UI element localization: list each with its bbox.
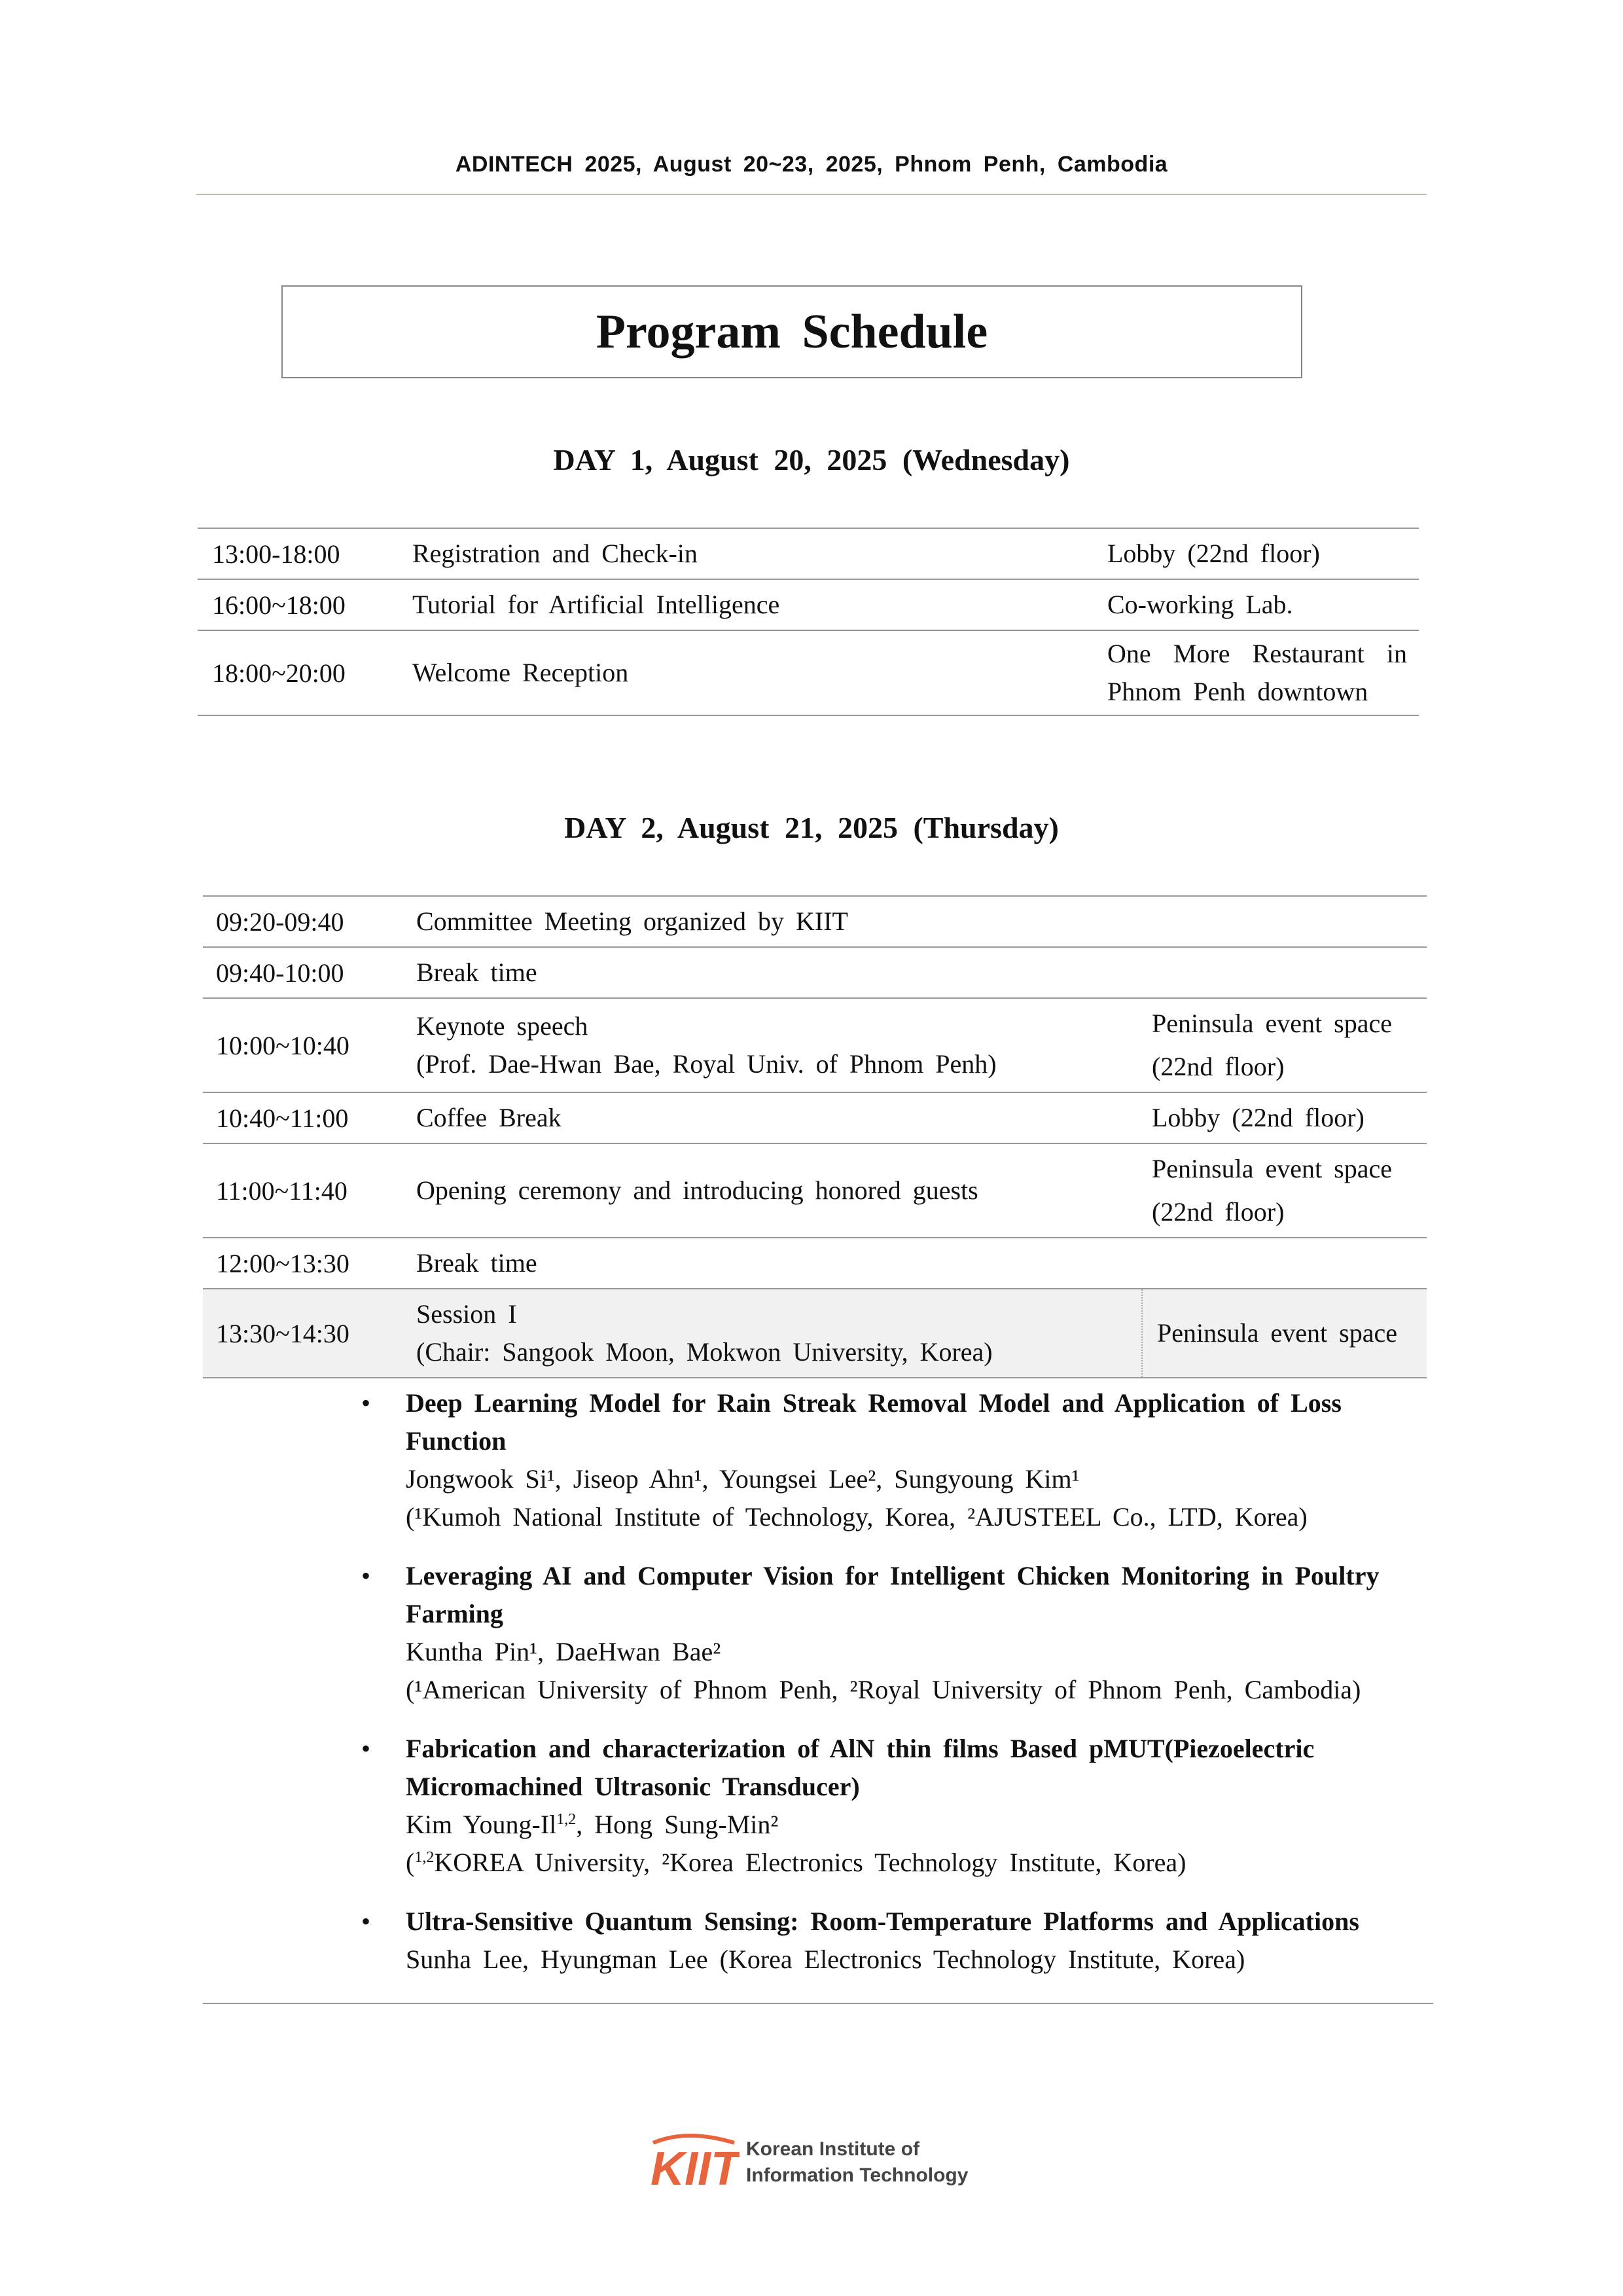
author-sup: 1,2 — [556, 1811, 577, 1828]
table-row — [198, 631, 1419, 716]
affiliation-text: KOREA University, ²Korea Electronics Technology Institute, Korea) — [434, 1848, 1186, 1877]
event-line: Session I — [416, 1299, 517, 1329]
paper-body — [406, 1557, 1623, 1709]
table-row — [203, 948, 1427, 999]
table-row — [203, 1093, 1427, 1144]
table-row — [198, 580, 1419, 631]
paper-authors: Jongwook Si¹, Jiseop Ahn¹, Youngsei Lee², Sungyoung Kim¹ — [406, 1464, 1080, 1494]
paper-body — [406, 1730, 1623, 1882]
location-cell — [1107, 635, 1419, 711]
event-cell: Break time — [416, 1248, 537, 1278]
paper-body — [406, 1903, 1623, 1979]
paper-title: Ultra-Sensitive Quantum Sensing: Room-Temperature Platforms and Applications — [406, 1907, 1359, 1936]
org-line: Information Technology — [746, 2164, 969, 2186]
event-cell — [416, 1295, 1141, 1371]
paper-title: Function — [406, 1426, 507, 1456]
time-cell: 13:30~14:30 — [216, 1318, 349, 1348]
session-row — [203, 1289, 1427, 1378]
location-cell: Lobby (22nd floor) — [1152, 1103, 1364, 1132]
location-cell — [1152, 1002, 1427, 1088]
time-cell: 10:40~11:00 — [216, 1103, 349, 1133]
event-cell — [416, 1007, 1152, 1083]
time-cell: 12:00~13:30 — [216, 1248, 349, 1278]
day2-heading: DAY 2, August 21, 2025 (Thursday) — [564, 811, 1059, 844]
event-line: (Chair: Sangook Moon, Mokwon University, Korea) — [416, 1337, 993, 1367]
bullet: • — [361, 1561, 371, 1590]
location-cell — [1152, 1147, 1427, 1234]
org-name — [746, 2136, 968, 2189]
title-box — [281, 285, 1302, 378]
table-row — [198, 529, 1419, 580]
paper-authors: Sunha Lee, Hyungman Lee (Korea Electronics Technology Institute, Korea) — [406, 1945, 1245, 1974]
event-cell: Coffee Break — [416, 1103, 562, 1132]
author-name: Kim Young-Il — [406, 1810, 557, 1839]
location-cell: Co-working Lab. — [1107, 590, 1293, 619]
location-cell: Lobby (22nd floor) — [1107, 539, 1320, 568]
org-line: Korean Institute of — [746, 2138, 920, 2160]
paper-authors: Kuntha Pin¹, DaeHwan Bae² — [406, 1637, 721, 1666]
location-line: (22nd floor) — [1152, 1052, 1285, 1081]
location-line: Peninsula event space — [1152, 1009, 1392, 1038]
time-cell: 13:00-18:00 — [212, 539, 340, 569]
table-row — [203, 999, 1427, 1093]
event-line: Keynote speech — [416, 1011, 588, 1041]
time-cell: 18:00~20:00 — [212, 658, 346, 688]
table-row — [203, 897, 1427, 948]
bullet: • — [361, 1388, 371, 1418]
event-cell: Tutorial for Artificial Intelligence — [412, 590, 780, 619]
paper-affiliation: (¹American University of Phnom Penh, ²Royal University of Phnom Penh, Cambodia) — [406, 1675, 1361, 1704]
location-cell — [1141, 1289, 1427, 1377]
event-cell: Registration and Check-in — [412, 539, 698, 568]
location-line: Phnom Penh downtown — [1107, 677, 1368, 706]
paper-list — [203, 1384, 1433, 2004]
paper-affiliation — [406, 1844, 1623, 1882]
location-line: (22nd floor) — [1152, 1197, 1285, 1227]
day2-schedule-table — [203, 895, 1427, 1378]
paper-title: Micromachined Ultrasonic Transducer) — [406, 1772, 860, 1801]
paper-affiliation: (¹Kumoh National Institute of Technology, Korea, ²AJUSTEEL Co., LTD, Korea) — [406, 1502, 1308, 1532]
paper-title: Farming — [406, 1599, 503, 1628]
paper-body — [406, 1384, 1623, 1536]
paper-authors — [406, 1806, 1623, 1844]
logo-text: KIIT — [651, 2143, 740, 2191]
header-rule — [196, 194, 1427, 195]
time-cell: 11:00~11:40 — [216, 1175, 348, 1206]
event-cell: Welcome Reception — [412, 658, 629, 687]
location-text: Peninsula event space — [1157, 1318, 1397, 1348]
kiit-logo-mark — [648, 2132, 740, 2191]
day1-heading: DAY 1, August 20, 2025 (Wednesday) — [553, 443, 1070, 476]
kiit-logo — [648, 2132, 988, 2198]
table-row — [203, 1144, 1427, 1238]
location-line: Peninsula event space — [1152, 1154, 1392, 1183]
bullet: • — [361, 1907, 371, 1936]
running-head: ADINTECH 2025, August 20~23, 2025, Phnom Penh, Cambodia — [455, 152, 1168, 177]
event-line: (Prof. Dae-Hwan Bae, Royal Univ. of Phnom Penh) — [416, 1049, 997, 1079]
event-cell: Committee Meeting organized by KIIT — [416, 906, 848, 936]
time-cell: 16:00~18:00 — [212, 590, 346, 620]
time-cell: 09:40-10:00 — [216, 958, 344, 988]
author-name: , Hong Sung-Min² — [576, 1810, 779, 1839]
bullet: • — [361, 1734, 371, 1763]
paper-title: Fabrication and characterization of AlN thin films Based pMUT(Piezoelectric — [406, 1734, 1315, 1763]
affiliation-open: ( — [406, 1848, 415, 1877]
time-cell: 10:00~10:40 — [216, 1030, 349, 1060]
table-row — [203, 1238, 1427, 1289]
day1-schedule-table — [198, 528, 1419, 716]
time-cell: 09:20-09:40 — [216, 906, 344, 937]
paper-title: Deep Learning Model for Rain Streak Removal Model and Application of Loss — [406, 1388, 1342, 1418]
location-line: One More Restaurant in — [1107, 639, 1407, 668]
event-cell: Break time — [416, 958, 537, 987]
paper-title: Leveraging AI and Computer Vision for Intelligent Chicken Monitoring in Poultry — [406, 1561, 1380, 1590]
event-cell: Opening ceremony and introducing honored guests — [416, 1175, 978, 1205]
page-title: Program Schedule — [596, 304, 988, 359]
affiliation-sup: 1,2 — [414, 1849, 435, 1866]
